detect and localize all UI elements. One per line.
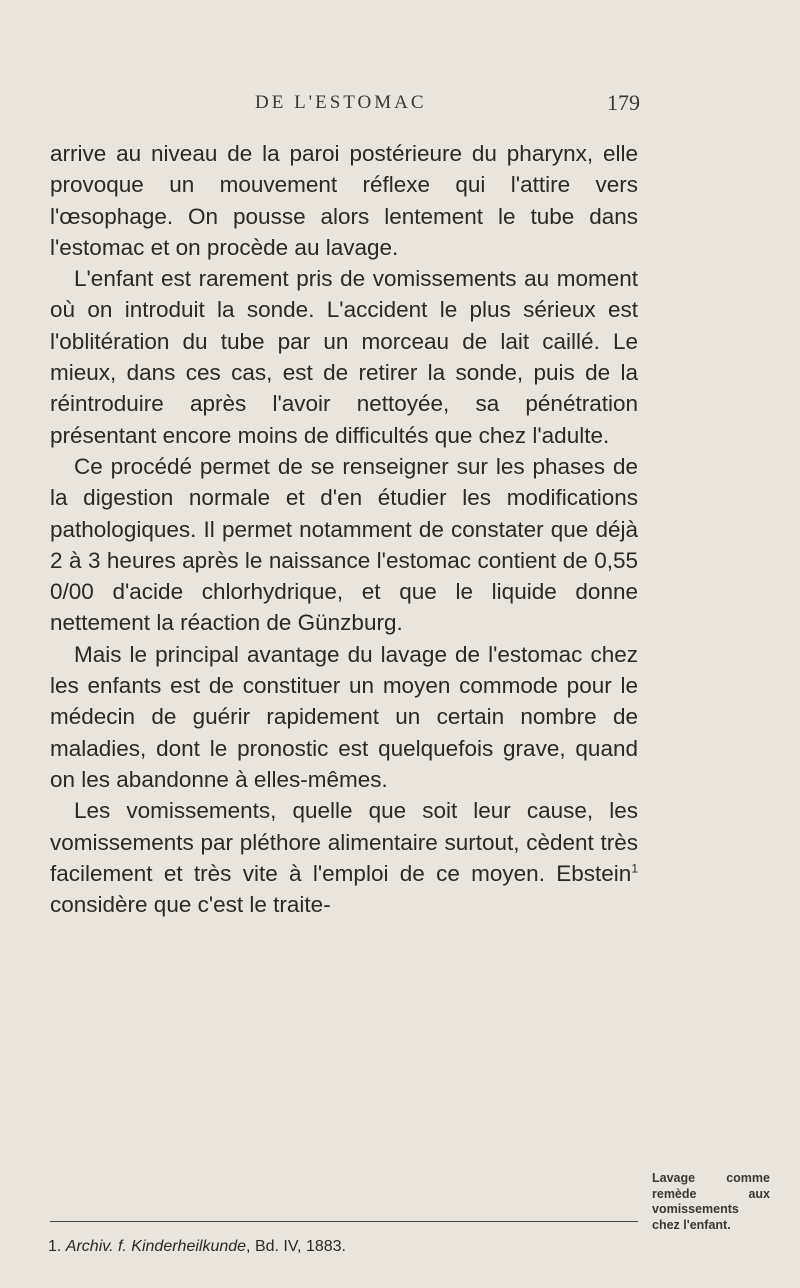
paragraph-vomissements <box>50 795 638 920</box>
paragraph-vomissements-text: Les vomissements, quelle que soit leur cause, les vomissements par pléthore alimentaire surtout, cèdent très facilement et très vite à l'emploi de ce moyen. Ebstein <box>50 798 638 886</box>
margin-note: Lavage comme remède aux vomissements chez l'enfant. <box>652 1171 770 1232</box>
paragraph-continuation: arrive au niveau de la paroi postérieure du pharynx, elle provoque un mouvement réflexe qui l'attire vers l'œsophage. On pousse alors lentement le tube dans l'estomac et on procède au lavage. <box>50 141 638 260</box>
footnote-divider <box>50 1221 638 1222</box>
footnote-journal: Archiv. f. Kinderheilkunde <box>65 1238 247 1255</box>
footnote <box>48 1237 648 1257</box>
paragraph-procede: Ce procédé permet de se renseigner sur les phases de la digestion normale et d'en étudier les modifications pathologiques. Il permet notamment de constater que déjà 2 à 3 heures après le naissance l'estomac contient de 0,55 0/00 d'acide chlorhydrique, et que le liquide donne nettement la réaction de Günzburg. <box>50 453 638 636</box>
page-number: 179 <box>607 90 640 115</box>
footnote-number: 1. <box>48 1238 62 1255</box>
paragraph-vomissements-tail: considère que c'est le traite- <box>50 892 331 918</box>
footnote-details: , Bd. IV, 1883. <box>246 1238 346 1255</box>
running-head: DE L'ESTOMAC <box>255 92 427 113</box>
footnote-reference[interactable]: 1 <box>631 861 638 876</box>
page-header <box>255 92 640 122</box>
paragraph-avantage: Mais le principal avantage du lavage de l'estomac chez les enfants est de constituer un moyen commode pour le médecin de guérir rapidement un certain nombre de maladies, dont le pronostic est quelquefois grave, quand on les abandonne à elles-mêmes. <box>50 641 638 792</box>
paragraph-sonde: L'enfant est rarement pris de vomissements au moment où on introduit la sonde. L'accident le plus sérieux est l'oblitération du tube par un morceau de lait caillé. Le mieux, dans ces cas, est de retirer la sonde, puis de la réintroduire après l'avoir nettoyée, sa pénétration présentant encore moins de difficultés que chez l'adulte. <box>50 266 638 448</box>
body-text <box>50 138 638 920</box>
